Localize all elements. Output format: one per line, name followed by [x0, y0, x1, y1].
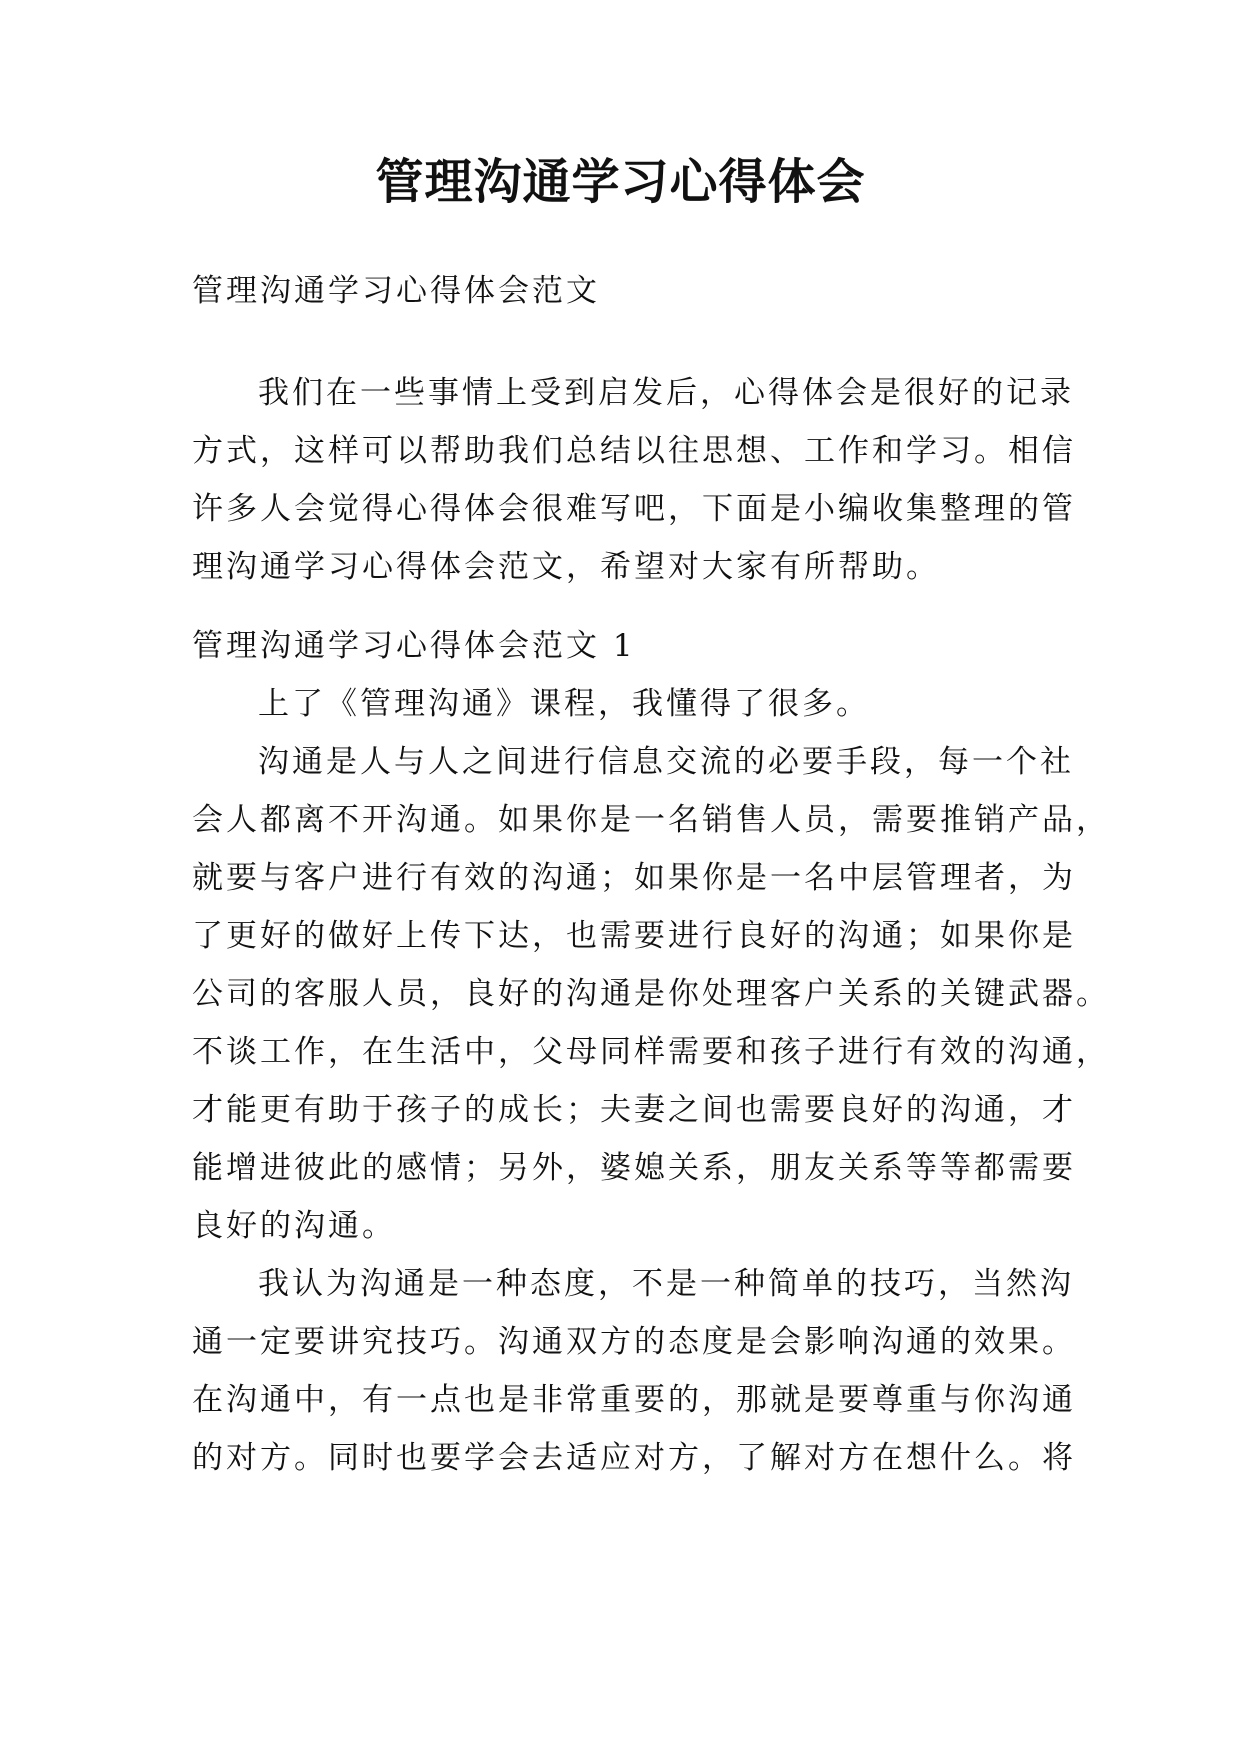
paragraph-line: 才能更有助于孩子的成长；夫妻之间也需要良好的沟通，才	[192, 1092, 1076, 1128]
paragraph-line: 良好的沟通。	[192, 1208, 396, 1244]
section-heading: 管理沟通学习心得体会范文 1	[192, 628, 636, 664]
paragraph-line: 公司的客服人员，良好的沟通是你处理客户关系的关键武器。	[192, 976, 1110, 1012]
paragraph-line: 通一定要讲究技巧。沟通双方的态度是会影响沟通的效果。	[192, 1324, 1076, 1360]
paragraph-line: 就要与客户进行有效的沟通；如果你是一名中层管理者，为	[192, 860, 1076, 896]
paragraph-line: 上了《管理沟通》课程，我懂得了很多。	[258, 686, 870, 722]
paragraph-line: 能增进彼此的感情；另外，婆媳关系，朋友关系等等都需要	[192, 1150, 1076, 1186]
section-1	[192, 617, 1110, 1487]
document-title: 管理沟通学习心得体会	[375, 154, 866, 210]
paragraph-line: 我们在一些事情上受到启发后，心得体会是很好的记录	[258, 375, 1074, 411]
paragraph-line: 沟通是人与人之间进行信息交流的必要手段，每一个社	[258, 744, 1074, 780]
paragraph-line: 理沟通学习心得体会范文，希望对大家有所帮助。	[192, 549, 940, 585]
paragraph-line: 方式，这样可以帮助我们总结以往思想、工作和学习。相信	[192, 433, 1076, 469]
paragraph-line: 会人都离不开沟通。如果你是一名销售人员，需要推销产品，	[192, 802, 1110, 838]
paragraph-line: 不谈工作，在生活中，父母同样需要和孩子进行有效的沟通，	[192, 1034, 1110, 1070]
intro-paragraph	[192, 364, 1076, 596]
document-subtitle: 管理沟通学习心得体会范文	[192, 273, 600, 309]
paragraph-line: 了更好的做好上传下达，也需要进行良好的沟通；如果你是	[192, 918, 1076, 954]
paragraph-line: 许多人会觉得心得体会很难写吧，下面是小编收集整理的管	[192, 491, 1076, 527]
paragraph-line: 在沟通中，有一点也是非常重要的，那就是要尊重与你沟通	[192, 1382, 1076, 1418]
paragraph-line: 的对方。同时也要学会去适应对方，了解对方在想什么。将	[192, 1440, 1076, 1476]
paragraph-line: 我认为沟通是一种态度，不是一种简单的技巧，当然沟	[258, 1266, 1074, 1302]
